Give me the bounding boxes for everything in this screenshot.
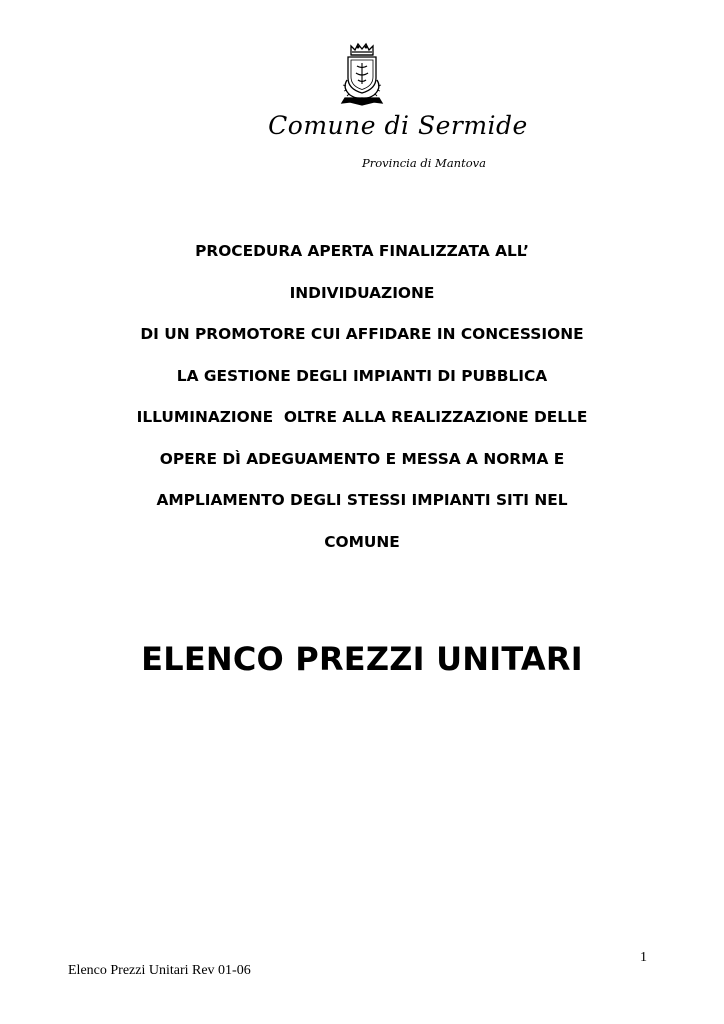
- province-name: Provincia di Mantova: [361, 156, 486, 170]
- procedure-line: DI UN PROMOTORE CUI AFFIDARE IN CONCESSIONE: [140, 325, 584, 343]
- procedure-line: PROCEDURA APERTA FINALIZZATA ALL’: [195, 242, 529, 260]
- procedure-description: [70, 236, 654, 568]
- procedure-line: OPERE DÌ ADEGUAMENTO E MESSA A NORMA E: [159, 449, 565, 468]
- municipality-name: Comune di Sermide: [268, 111, 528, 140]
- procedure-line: COMUNE: [324, 532, 400, 551]
- footer-document-label: Elenco Prezzi Unitari Rev 01-06: [68, 963, 251, 978]
- procedure-line: LA GESTIONE DEGLI IMPIANTI DI PUBBLICA: [176, 366, 548, 385]
- municipal-crest-icon: [338, 42, 386, 108]
- page-number: 1: [640, 950, 647, 965]
- procedure-line: AMPLIAMENTO DEGLI STESSI IMPIANTI SITI NEL: [156, 491, 568, 509]
- document-title: ELENCO PREZZI UNITARI: [141, 640, 583, 678]
- procedure-line: INDIVIDUAZIONE: [289, 283, 435, 302]
- procedure-line: ILLUMINAZIONE OLTRE ALLA REALIZZAZIONE DELLE: [136, 408, 588, 426]
